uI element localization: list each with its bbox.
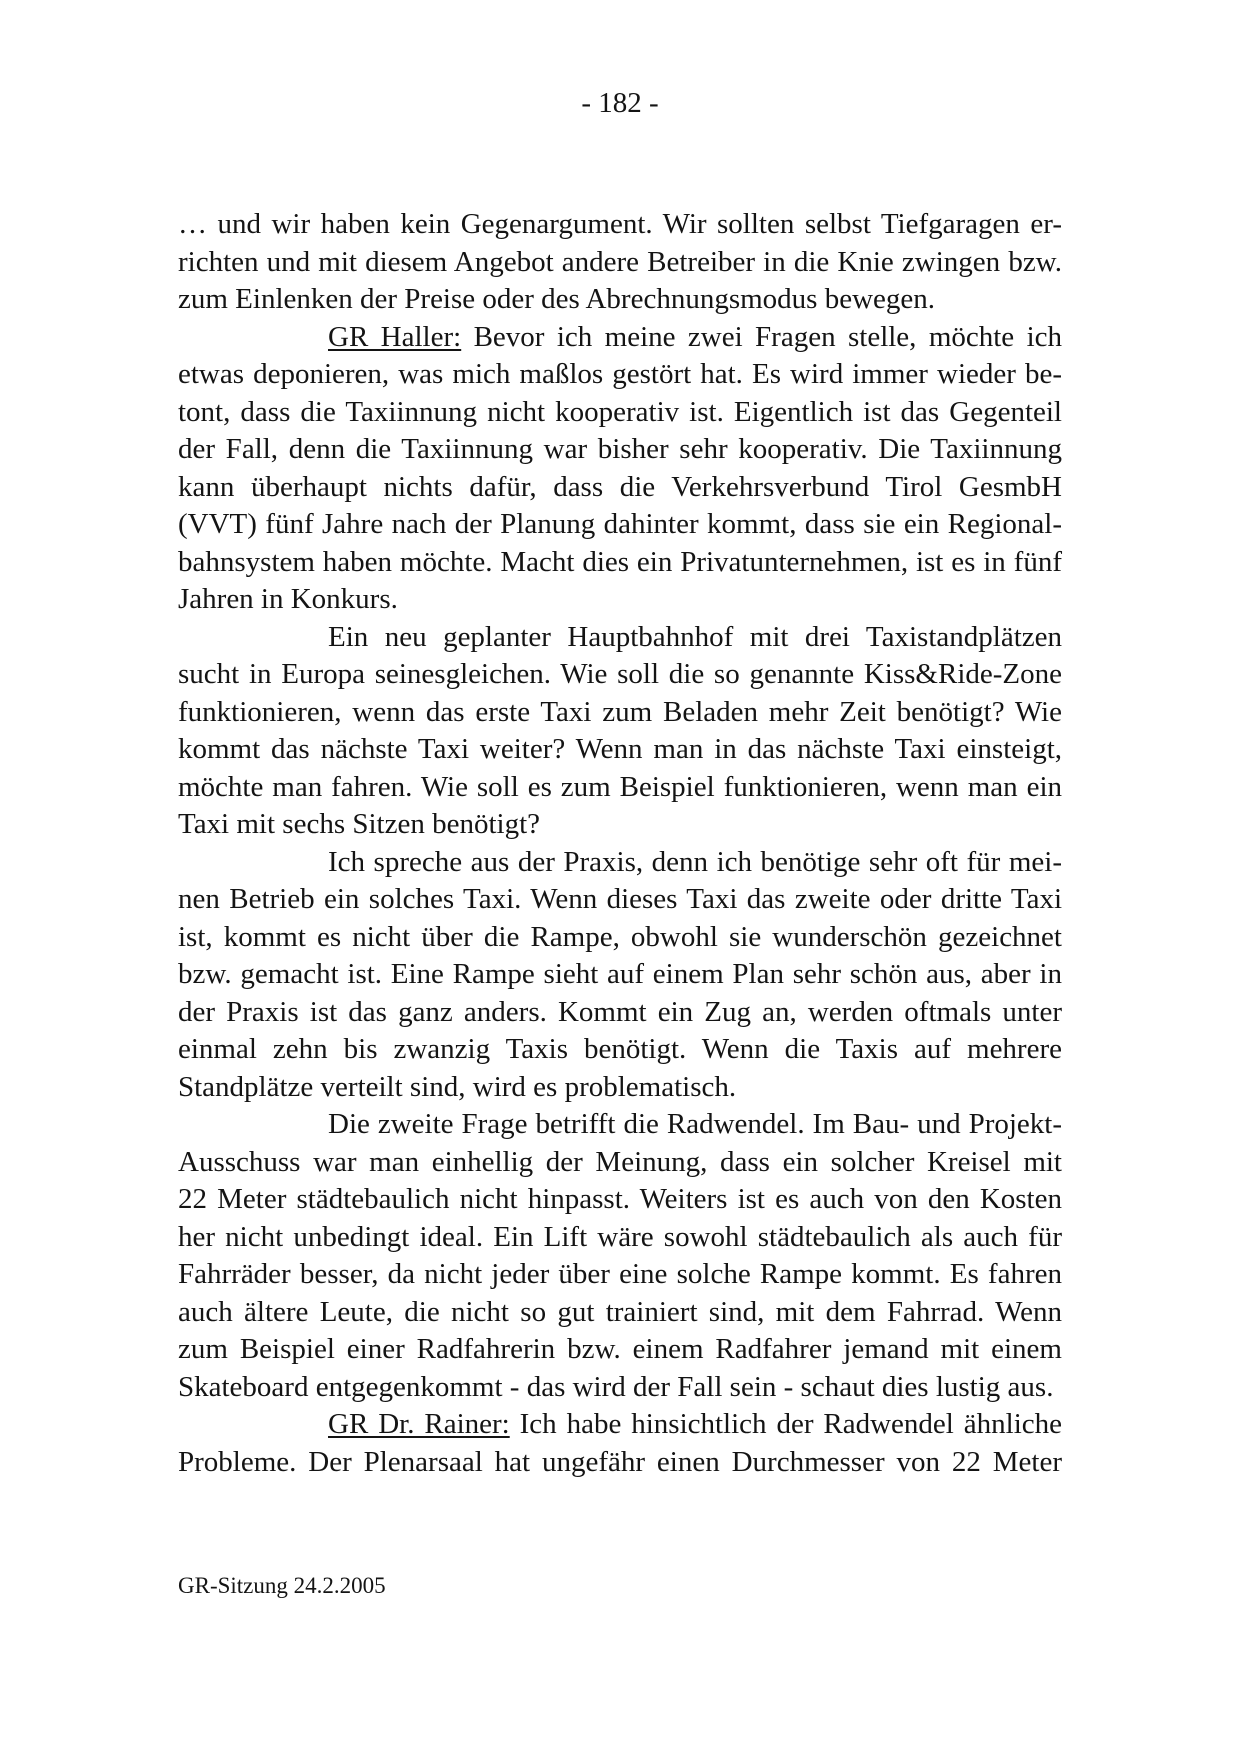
text-line: etwas deponieren, was mich maßlos gestört hat. Es wird immer wieder be- <box>178 358 1062 390</box>
text-line: der Praxis ist das ganz anders. Kommt ein Zug an, werden oftmals unter <box>178 995 1062 1028</box>
text-line: bzw. gemacht ist. Eine Rampe sieht auf einem Plan sehr schön aus, aber in <box>178 958 1062 990</box>
text-block <box>178 206 1062 1481</box>
text-line: Ich spreche aus der Praxis, denn ich benötige sehr oft für mei- <box>328 845 1062 878</box>
speaker-line <box>178 319 1062 357</box>
text-line: Probleme. Der Plenarsaal hat ungefähr einen Durchmesser von 22 Meter <box>178 1445 1062 1478</box>
text-line: Ausschuss war man einhellig der Meinung, dass ein solcher Kreisel mit <box>178 1145 1062 1178</box>
text-line: Jahren in Konkurs. <box>178 583 398 615</box>
speaker-name: GR Dr. Rainer: <box>328 1408 510 1440</box>
text-line: 22 Meter städtebaulich nicht hinpasst. Weiters ist es auch von den Kosten <box>178 1183 1062 1215</box>
text-line: möchte man fahren. Wie soll es zum Beispiel funktionieren, wenn man ein <box>178 770 1062 803</box>
text-line: zum Einlenken der Preise oder des Abrechnungsmodus bewegen. <box>178 283 936 315</box>
text-line: Die zweite Frage betrifft die Radwendel. Im Bau- und Projekt- <box>328 1108 1062 1140</box>
text-line: Standplätze verteilt sind, wird es problematisch. <box>178 1070 737 1103</box>
page-number: - 182 - <box>581 87 659 119</box>
text-line: bahnsystem haben möchte. Macht dies ein Privatunternehmen, ist es in fünf <box>178 545 1062 578</box>
speaker-line <box>178 1406 1062 1444</box>
text-line: sucht in Europa seinesgleichen. Wie soll die so genannte Kiss&Ride-Zone <box>178 658 1062 690</box>
text-line: tont, dass die Taxiinnung nicht kooperativ ist. Eigentlich ist das Gegenteil <box>178 395 1062 428</box>
text-line: … und wir haben kein Gegenargument. Wir sollten selbst Tiefgaragen er- <box>178 208 1062 240</box>
text-line: Skateboard entgegenkommt - das wird der Fall sein - schaut dies lustig aus. <box>178 1370 1054 1403</box>
text-line: kommt das nächste Taxi weiter? Wenn man in das nächste Taxi einsteigt, <box>178 733 1062 765</box>
text-line: zum Beispiel einer Radfahrerin bzw. einem Radfahrer jemand mit einem <box>178 1333 1062 1365</box>
text-line: Fahrräder besser, da nicht jeder über eine solche Rampe kommt. Es fahren <box>178 1258 1062 1290</box>
text-line: ist, kommt es nicht über die Rampe, obwohl sie wunderschön gezeichnet <box>178 920 1062 953</box>
text-line: richten und mit diesem Angebot andere Betreiber in die Knie zwingen bzw. <box>178 245 1062 278</box>
text-line: kann überhaupt nichts dafür, dass die Verkehrsverbund Tirol GesmbH <box>178 470 1062 503</box>
text-line: funktionieren, wenn das erste Taxi zum Beladen mehr Zeit benötigt? Wie <box>178 695 1062 728</box>
text-line: auch ältere Leute, die nicht so gut trainiert sind, mit dem Fahrrad. Wenn <box>178 1295 1062 1328</box>
text-line: her nicht unbedingt ideal. Ein Lift wäre sowohl städtebaulich als auch für <box>178 1220 1062 1253</box>
text-line: (VVT) fünf Jahre nach der Planung dahinter kommt, dass sie ein Regional- <box>178 508 1062 540</box>
text-line: nen Betrieb ein solches Taxi. Wenn dieses Taxi das zweite oder dritte Taxi <box>178 883 1062 915</box>
speaker-line-text: Bevor ich meine zwei Fragen stelle, möchte ich <box>473 320 1062 353</box>
text-line: einmal zehn bis zwanzig Taxis benötigt. Wenn die Taxis auf mehrere <box>178 1033 1062 1065</box>
text-line: Taxi mit sechs Sitzen benötigt? <box>178 808 541 840</box>
text-line: der Fall, denn die Taxiinnung war bisher sehr kooperativ. Die Taxiinnung <box>178 433 1062 465</box>
footer-note: GR-Sitzung 24.2.2005 <box>178 1573 386 1598</box>
text-line: Ein neu geplanter Hauptbahnhof mit drei Taxistandplätzen <box>328 620 1062 653</box>
speaker-name: GR Haller: <box>328 320 462 353</box>
speaker-line-text: Ich habe hinsichtlich der Radwendel ähnliche <box>519 1408 1062 1440</box>
